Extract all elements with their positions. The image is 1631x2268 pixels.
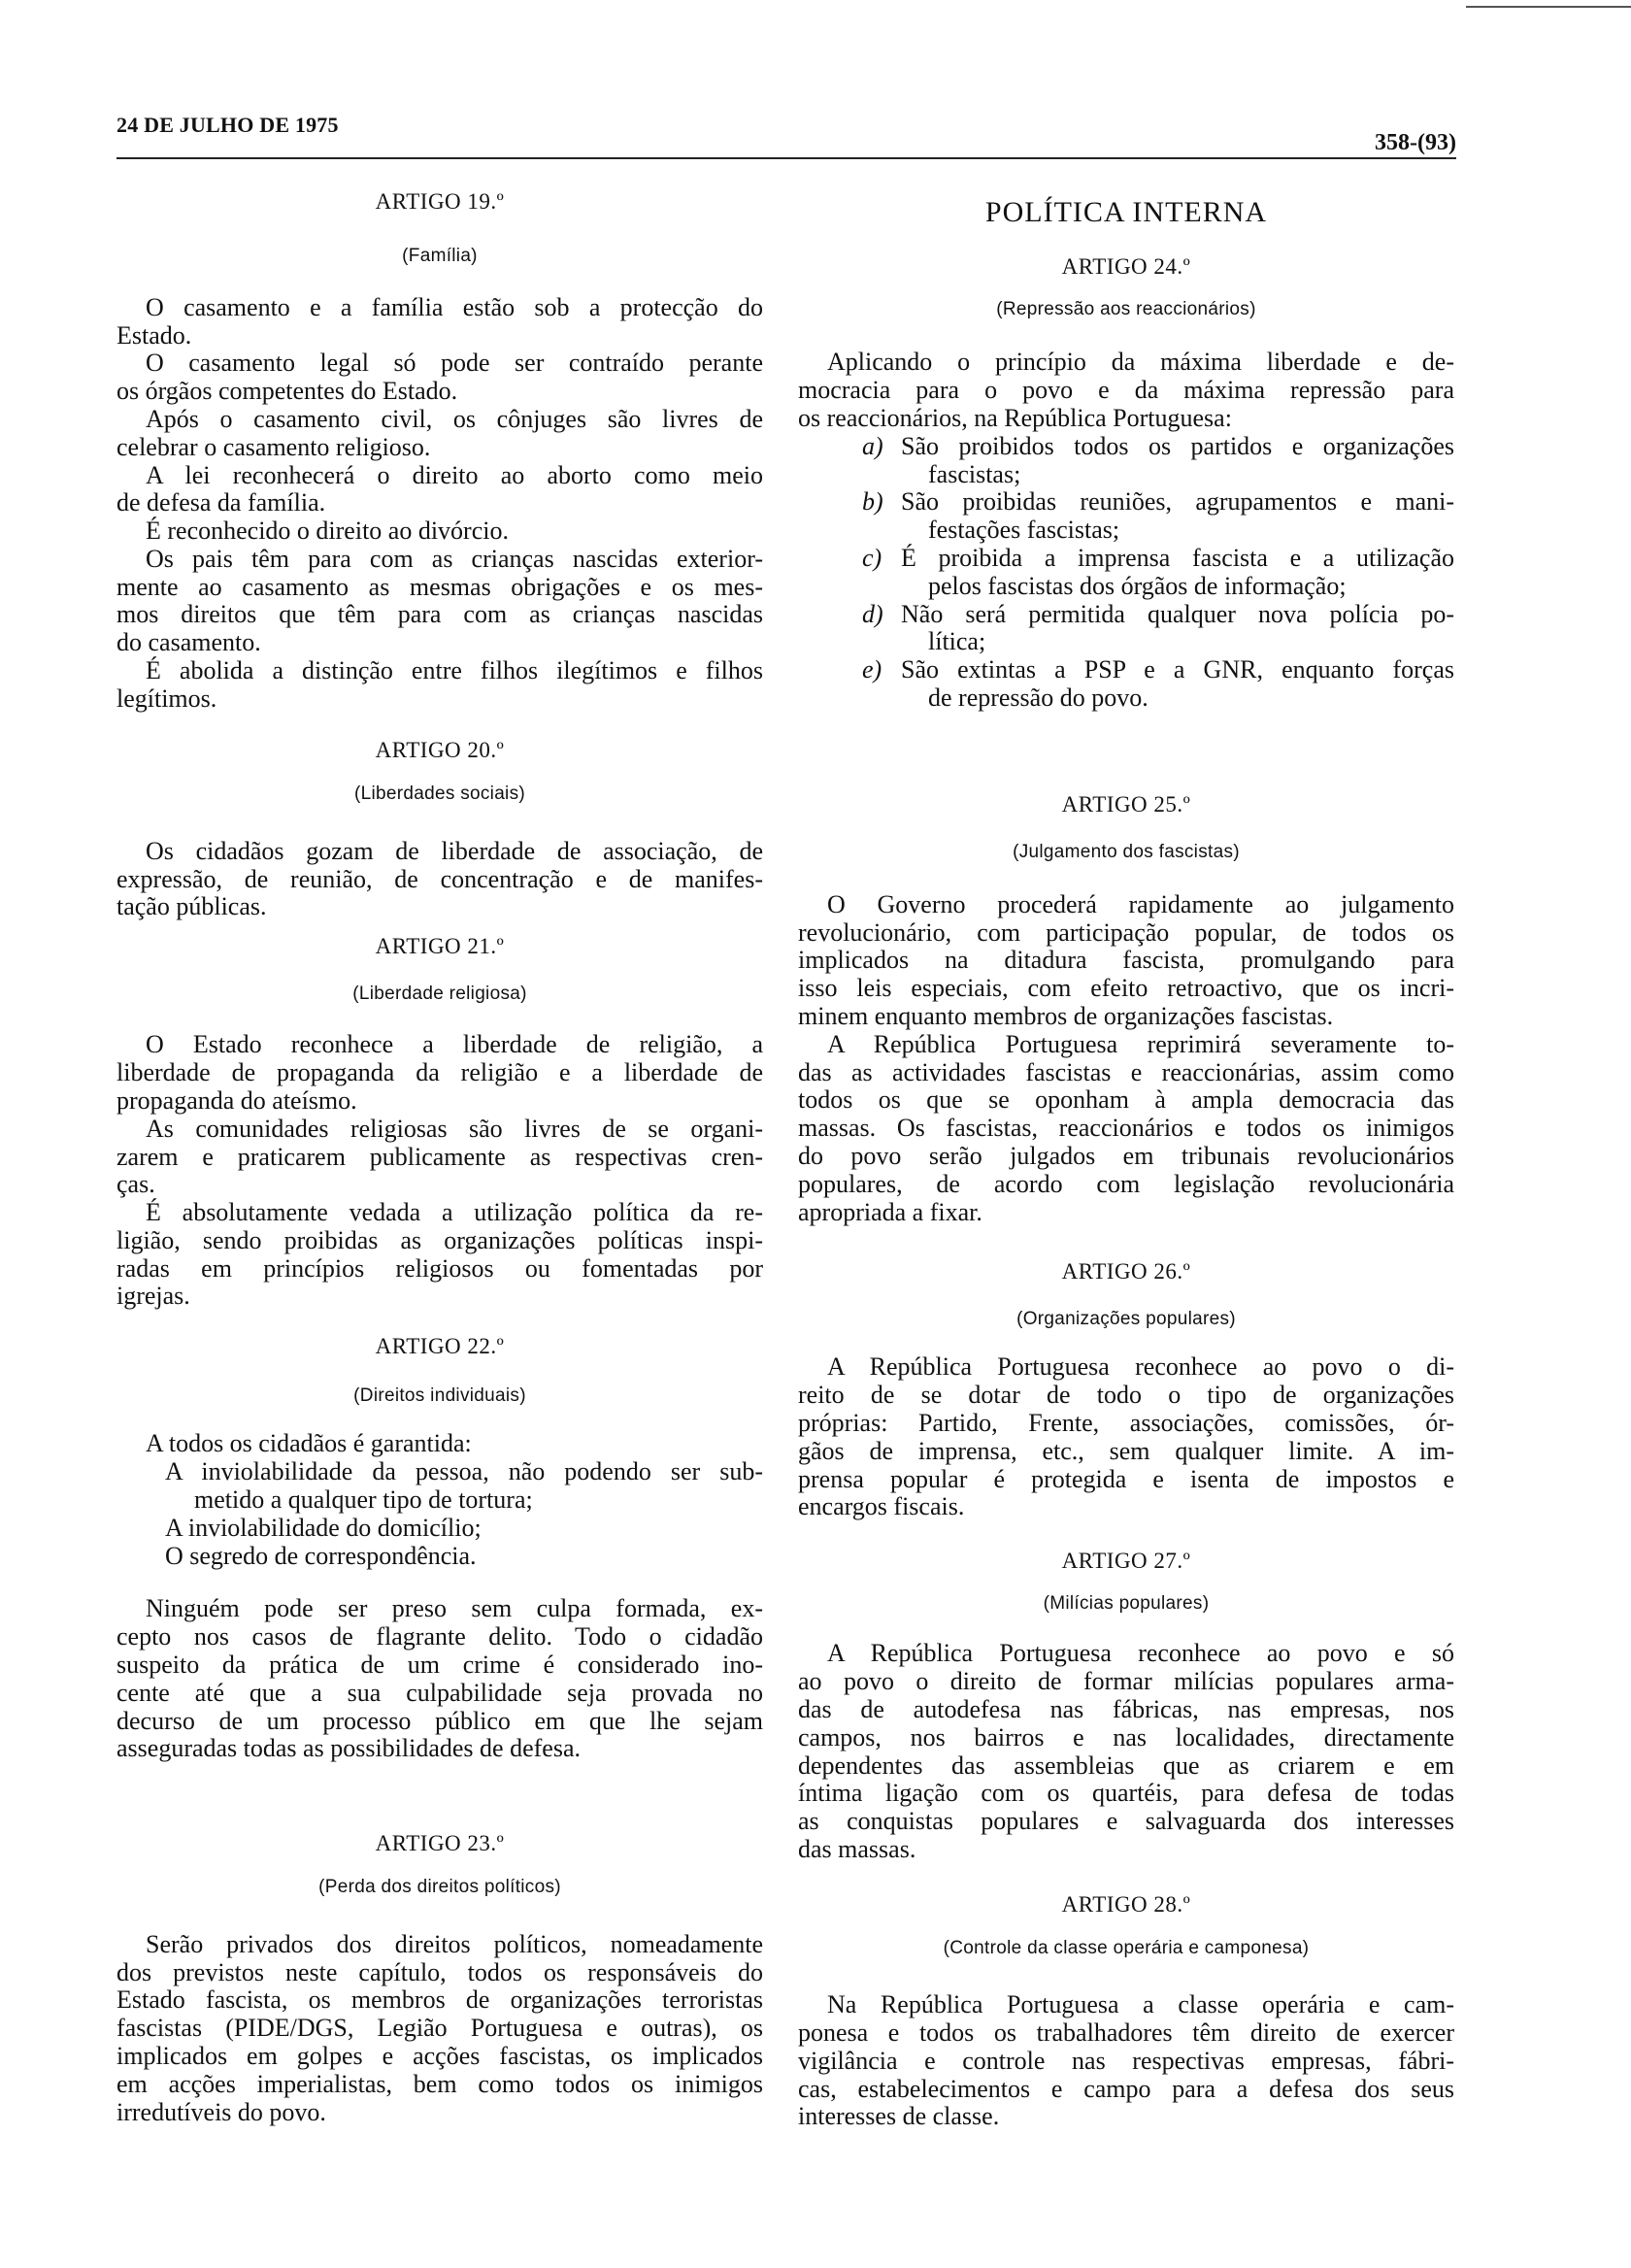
text-line: irredutíveis do povo. [116,2097,326,2126]
text-line: A República Portuguesa reconhece ao povo o di- [827,1352,1454,1382]
text-line: A República Portuguesa reprimirá severamente to- [827,1029,1454,1058]
text-line: Aplicando o princípio da máxima liberdade e de- [827,348,1454,377]
text-line: As comunidades religiosas são livres de se organi- [146,1114,763,1143]
text-line: É abolida a distinção entre filhos ilegítimos e filhos [146,656,763,685]
text-line: implicados na ditadura fascista, promulgando para [798,946,1454,975]
article-subtitle: (Direitos individuais) [353,1384,526,1406]
paragraph [798,1640,1454,1863]
text-line: minem enquanto membros de organizações fascistas. [798,1002,1334,1031]
text-line: fascistas (PIDE/DGS, Legião Portuguesa e outras), os [116,2014,763,2043]
article-subtitle: (Julgamento dos fascistas) [1013,841,1240,862]
article-subtitle: (Perda dos direitos políticos) [318,1877,561,1898]
text-line: É proibida a imprensa fascista e a utilização [901,543,1454,572]
text-line: campos, nos bairros e nas localidades, directamente [798,1722,1454,1751]
paragraph [116,462,763,518]
list-item-label: c) [862,543,882,572]
list-item-label: b) [862,487,883,517]
article-heading: ARTIGO 25.º [1061,791,1191,817]
article-heading: ARTIGO 28.º [1061,1892,1191,1918]
list-item [798,433,1454,489]
paragraph [116,350,763,406]
text-line: cas, estabelecimentos e campo para a defesa dos seus [798,2074,1454,2103]
paragraph [116,1931,763,2127]
paragraph [116,1116,763,1199]
text-line: vigilância e controle nas respectivas empresas, fábri- [798,2046,1454,2075]
scan-mark [1466,6,1631,8]
text-line: dos previstos neste capítulo, todos os responsáveis do [116,1957,763,1986]
text-line: das de autodefesa nas fábricas, nas empresas, nos [798,1694,1454,1723]
paragraph [798,1991,1454,2131]
text-line: mos direitos que têm para com as crianças nascidas [116,600,763,629]
text-line: dependentes das assembleias que as criarem e em [798,1751,1454,1780]
text-line: Na República Portuguesa a classe operária e cam- [827,1990,1454,2019]
text-line: Após o casamento civil, os cônjuges são livres de [146,404,763,433]
text-line: O casamento e a família estão sob a protecção do [146,292,763,321]
text-line: É reconhecido o direito ao divórcio. [146,517,509,546]
text-line: decurso de um processo público em que lhe sejam [116,1706,763,1735]
text-line: É absolutamente vedada a utilização política da re- [146,1198,763,1227]
paragraph [116,406,763,462]
text-line: O Estado reconhece a liberdade de religião, a [146,1030,763,1059]
text-line: asseguradas todas as possibilidades de defesa. [116,1734,581,1763]
paragraph [798,349,1454,432]
article-subtitle: (Liberdades sociais) [353,784,526,805]
list-item [798,545,1454,601]
header-date: 24 DE JULHO DE 1975 [116,113,339,137]
text-line: Estado fascista, os membros de organizações terroristas [116,1985,763,2015]
text-line: em acções imperialistas, bem como todos os inimigos [116,2069,763,2098]
text-line: cente até que a sua culpabilidade seja provada no [116,1678,763,1707]
list-item [116,1458,763,1515]
text-line: mocracia para o povo e da máxima repressão para [798,376,1454,405]
header-rule [116,157,1456,159]
text-line: do casamento. [116,628,261,657]
text-line: ao povo o direito de formar milícias populares arma- [798,1667,1454,1696]
article-subtitle: (Liberdade religiosa) [352,983,527,1004]
text-line: Não será permitida qualquer nova polícia po- [901,599,1454,628]
paragraph [116,657,763,714]
text-line: A todos os cidadãos é garantida: [146,1429,472,1458]
paragraph [116,546,763,657]
text-line: massas. Os fascistas, reaccionários e todos os inimigos [798,1114,1454,1143]
text-line: os órgãos competentes do Estado. [116,377,458,406]
text-line: próprias: Partido, Frente, associações, comissões, ór- [798,1409,1454,1438]
article-body [116,294,763,714]
text-line: Ninguém pode ser preso sem culpa formada, ex- [146,1594,763,1623]
text-line: reito de se dotar de todo o tipo de organizações [798,1381,1454,1410]
text-line: apropriada a fixar. [798,1197,982,1226]
article-body [116,1931,763,2127]
article-body [798,1991,1454,2131]
text-line: radas em princípios religiosos ou fomentadas por [116,1253,763,1283]
paragraph [798,1353,1454,1521]
text-line: gãos de imprensa, etc., sem qualquer limite. A im- [798,1436,1454,1465]
text-line: A inviolabilidade do domicílio; [165,1513,482,1542]
article-heading: ARTIGO 20.º [375,738,505,763]
list-item [798,656,1454,713]
paragraph [116,838,763,921]
article-body [798,1353,1454,1521]
article-subtitle: (Repressão aos reaccionários) [996,299,1256,320]
article-body [798,891,1454,1227]
article-subtitle: (Organizações populares) [1016,1308,1236,1329]
text-line: liberdade de propaganda da religião e a liberdade de [116,1058,763,1087]
text-line: Os cidadãos gozam de liberdade de associação, de [146,836,763,865]
text-line: propaganda do ateísmo. [116,1085,357,1115]
text-line: todos os que se oponham à ampla democracia das [798,1085,1454,1115]
header-page-number: 358-(93) [1375,130,1456,155]
text-line: celebrar o casamento religioso. [116,432,431,461]
paragraph [116,1595,763,1763]
article-heading: ARTIGO 26.º [1061,1258,1191,1284]
list-item-label: a) [862,431,883,460]
text-line: Estado. [116,320,192,350]
list-item [798,488,1454,545]
article-subtitle: (Controle da classe operária e camponesa) [943,1937,1310,1958]
text-line: festações fascistas; [928,516,1120,545]
text-line: legítimos. [116,684,217,713]
paragraph [116,1031,763,1115]
list-item-label: e) [862,655,882,684]
text-line: as conquistas populares e salvaguarda dos interesses [798,1807,1454,1836]
article-heading: ARTIGO 27.º [1061,1548,1191,1573]
text-line: A inviolabilidade da pessoa, não podendo ser sub- [165,1457,763,1486]
article-heading: ARTIGO 21.º [375,933,505,958]
text-line: das massas. [798,1834,916,1863]
text-line: revolucionário, com participação popular, de todos os [798,917,1454,947]
article-heading: ARTIGO 23.º [375,1831,505,1856]
list-item [116,1543,763,1571]
text-line: ças. [116,1170,155,1199]
text-line: São proibidas reuniões, agrupamentos e mani- [901,487,1454,517]
text-line: de defesa da família. [116,488,326,517]
article-heading: ARTIGO 22.º [375,1334,505,1359]
text-line: íntima ligação com os quartéis, para defesa de todas [798,1779,1454,1808]
text-line: metido a qualquer tipo de tortura; [194,1484,533,1514]
text-line: fascistas; [928,459,1021,488]
paragraph [116,517,763,546]
article-heading: ARTIGO 24.º [1061,253,1191,279]
text-line: isso leis especiais, com efeito retroactivo, que os incri- [798,974,1454,1003]
list-item [798,601,1454,657]
text-line: Serão privados dos direitos políticos, nomeadamente [146,1929,763,1958]
text-line: populares, de acordo com legislação revolucionária [798,1169,1454,1198]
text-line: A República Portuguesa reconhece ao povo e só [827,1639,1454,1668]
text-line: suspeito da prática de um crime é considerado ino- [116,1650,763,1679]
text-line: implicados em golpes e acções fascistas, os implicados [116,2041,763,2070]
text-line: de repressão do povo. [928,683,1148,712]
article-subtitle: (Milícias populares) [1043,1593,1210,1615]
text-line: lítica; [928,627,986,656]
text-line: tação públicas. [116,892,267,921]
text-line: os reaccionários, na República Portuguesa: [798,403,1232,432]
text-line: A lei reconhecerá o direito ao aborto como meio [146,460,763,489]
article-body [116,1430,763,1763]
text-line: encargos fiscais. [798,1492,965,1521]
text-line: das as actividades fascistas e reaccionárias, assim como [798,1057,1454,1086]
paragraph [116,1430,763,1458]
paragraph [798,891,1454,1031]
article-body [798,349,1454,712]
text-line: pelos fascistas dos órgãos de informação; [928,571,1347,600]
text-line: O casamento legal só pode ser contraído perante [146,349,763,378]
text-line: interesses de classe. [798,2102,1000,2131]
text-line: prensa popular é protegida e isenta de impostos e [798,1464,1454,1493]
article-body [798,1640,1454,1863]
paragraph [798,1031,1454,1227]
paragraph [116,1199,763,1311]
list-item [116,1515,763,1543]
text-line: ligião, sendo proibidas as organizações políticas inspi- [116,1225,763,1254]
text-line: ponesa e todos os trabalhadores têm direito de exercer [798,2018,1454,2048]
text-line: Os pais têm para com as crianças nascidas exterior- [146,544,763,573]
text-line: O segredo de correspondência. [165,1541,477,1570]
text-line: zarem e praticarem publicamente as respectivas cren- [116,1142,763,1171]
paragraph [116,294,763,350]
text-line: mente ao casamento as mesmas obrigações e os mes- [116,572,763,601]
section-title: POLÍTICA INTERNA [984,196,1268,228]
list-item-label: d) [862,599,883,628]
article-body [116,1031,763,1311]
text-line: igrejas. [116,1282,190,1311]
text-line: O Governo procederá rapidamente ao julgamento [827,889,1454,918]
article-subtitle: (Família) [402,246,478,267]
text-line: do povo serão julgados em tribunais revolucionários [798,1142,1454,1171]
text-line: São extintas a PSP e a GNR, enquanto forças [901,655,1454,684]
text-line: expressão, de reunião, de concentração e de manifes- [116,864,763,893]
text-line: São proibidos todos os partidos e organizações [901,431,1454,460]
article-heading: ARTIGO 19.º [375,188,505,214]
text-line: cepto nos casos de flagrante delito. Todo o cidadão [116,1622,763,1651]
article-body [116,838,763,921]
